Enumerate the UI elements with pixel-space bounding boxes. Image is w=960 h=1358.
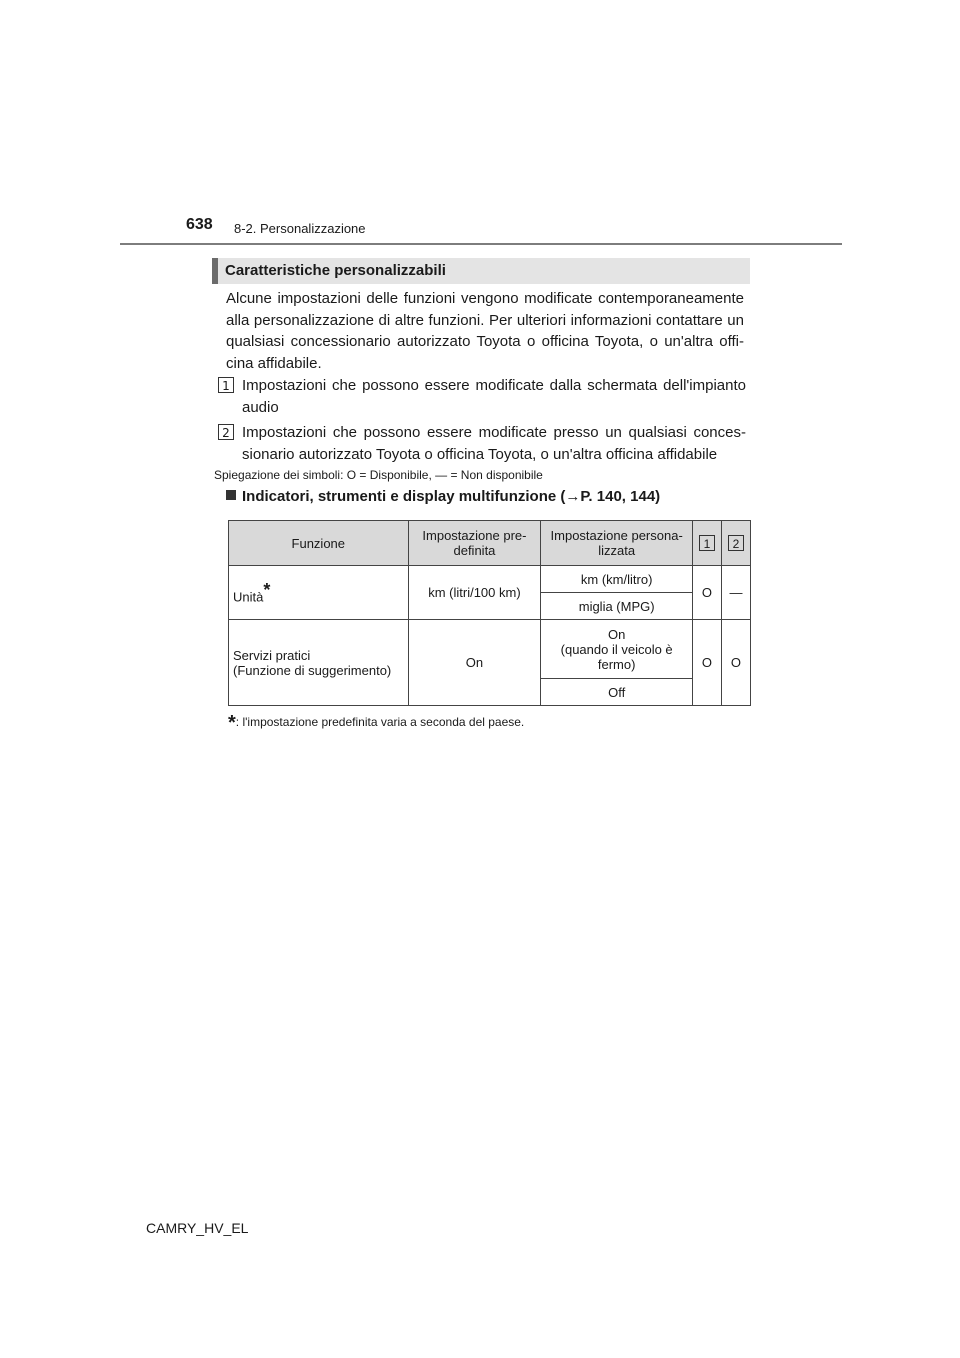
numbered-item-2 bbox=[218, 422, 746, 465]
header-function: Funzione bbox=[229, 521, 409, 566]
cell-col2: O bbox=[721, 620, 750, 706]
header-custom: Impostazione persona-lizzata bbox=[541, 521, 693, 566]
section-title: Caratteristiche personalizzabili bbox=[225, 262, 446, 279]
footnote-asterisk: * bbox=[228, 712, 236, 734]
cell-function: Unità* bbox=[229, 566, 409, 620]
cell-custom: Off bbox=[541, 679, 693, 706]
settings-table bbox=[228, 520, 751, 706]
section-label: 8-2. Personalizzazione bbox=[234, 221, 366, 236]
table-row bbox=[229, 620, 751, 679]
table-row bbox=[229, 566, 751, 593]
header-default: Impostazione pre-definita bbox=[408, 521, 541, 566]
sub-heading bbox=[226, 488, 660, 505]
item-number-badge: 1 bbox=[218, 377, 234, 393]
cell-default: On bbox=[408, 620, 541, 706]
square-bullet-icon bbox=[226, 490, 236, 500]
cell-custom: On (quando il veicolo è fermo) bbox=[541, 620, 693, 679]
header-col2 bbox=[721, 521, 750, 566]
item-text: Impostazioni che possono essere modificate dalla schermata dell'impianto audio bbox=[242, 377, 746, 416]
cell-function: Servizi pratici (Funzione di suggerimento) bbox=[229, 620, 409, 706]
footnote-text: : l'impostazione predefinita varia a seconda del paese. bbox=[235, 715, 525, 729]
document-code: CAMRY_HV_EL bbox=[146, 1220, 249, 1236]
cell-col2: — bbox=[721, 566, 750, 620]
item-text: Impostazioni che possono essere modificate presso un qualsiasi conces-sionario autorizzato Toyota o officina Toyota, o un'altra officina affidabile bbox=[242, 424, 746, 463]
col2-badge: 2 bbox=[728, 535, 744, 551]
cell-custom: km (km/litro) bbox=[541, 566, 693, 593]
section-title-bar bbox=[212, 258, 750, 284]
page-number: 638 bbox=[186, 216, 213, 233]
table-header-row bbox=[229, 521, 751, 566]
item-number-badge: 2 bbox=[218, 424, 234, 440]
sub-heading-text: Indicatori, strumenti e display multifunzione (→P. 140, 144) bbox=[242, 488, 661, 505]
section-title-accent bbox=[212, 258, 218, 284]
header-divider bbox=[120, 243, 842, 245]
footnote bbox=[228, 712, 524, 735]
numbered-item-1 bbox=[218, 375, 746, 418]
col1-badge: 1 bbox=[699, 535, 715, 551]
cell-default: km (litri/100 km) bbox=[408, 566, 541, 620]
cell-custom: miglia (MPG) bbox=[541, 593, 693, 620]
header-col1 bbox=[693, 521, 722, 566]
cell-col1: O bbox=[693, 566, 722, 620]
cell-col1: O bbox=[693, 620, 722, 706]
intro-paragraph: Alcune impostazioni delle funzioni vengono modificate contemporaneamente alla personalizzazione di altre funzioni. Per ulteriori informazioni contattare un qualsiasi concessionario autorizzato Toyota o officina Toyota, o un'altra offi-cina affidabile. bbox=[226, 290, 744, 372]
symbols-note: Spiegazione dei simboli: O = Disponibile, — = Non disponibile bbox=[214, 468, 543, 482]
asterisk-mark: * bbox=[263, 580, 271, 601]
